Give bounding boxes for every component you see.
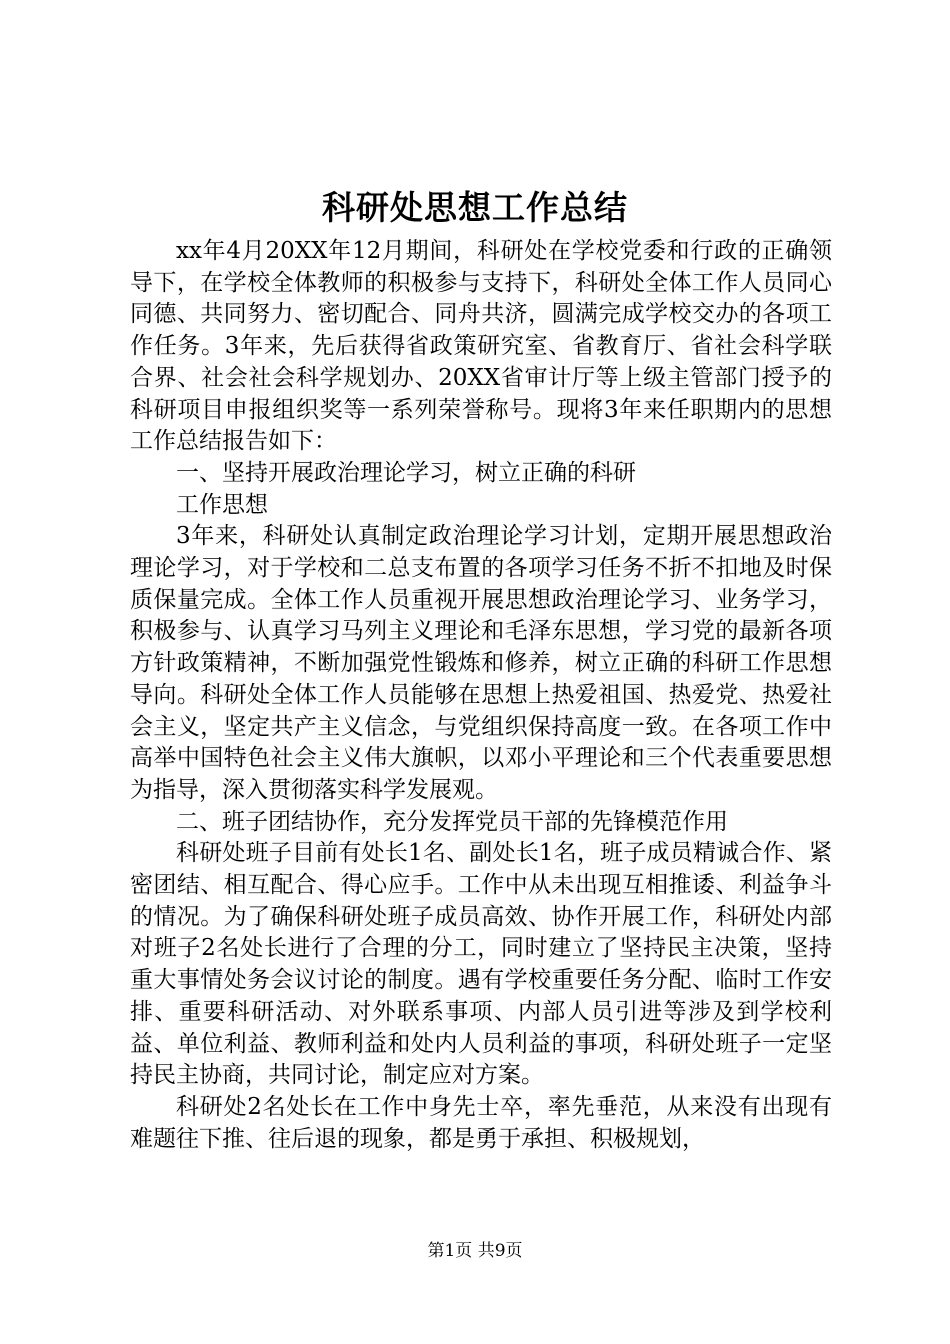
section-heading-2: 二、班子团结协作，充分发挥党员干部的先锋模范作用 bbox=[176, 808, 728, 835]
section-heading-1-continued: 工作思想 bbox=[176, 491, 268, 518]
section-heading-1: 一、坚持开展政治理论学习，树立正确的科研 bbox=[176, 459, 636, 486]
paragraph-section-2: 科研处班子目前有处长1名、副处长1名，班子成员精诚合作、紧密团结、相互配合、得心应手。工作中从未出现互相推诿、利益争斗的情况。为了确保科研处班子成员高效、协作开展工作，科研处内部对班子2名处长进行了合理的分工，同时建立了坚持民主决策，坚持重大事情处务会议讨论的制度。遇有学校重要任务分配、临时工作安排、重要科研活动、对外联系事项、内部人员引进等涉及到学校利益、单位利益、教师利益和处内人员利益的事项，科研处班子一定坚持民主协商，共同讨论，制定应对方案。 bbox=[130, 840, 832, 1089]
page-footer: 第1页 共9页 bbox=[427, 1241, 523, 1261]
paragraph-section-1: 3年来，科研处认真制定政治理论学习计划，定期开展思想政治理论学习，对于学校和二总支布置的各项学习任务不折不扣地及时保质保量完成。全体工作人员重视开展思想政治理论学习、业务学习，积极参与、认真学习马列主义理论和毛泽东思想，学习党的最新各项方针政策精神，不断加强党性锻炼和修养，树立正确的科研工作思想导向。科研处全体工作人员能够在思想上热爱祖国、热爱党、热爱社会主义，坚定共产主义信念，与党组织保持高度一致。在各项工作中高举中国特色社会主义伟大旗帜，以邓小平理论和三个代表重要思想为指导，深入贯彻落实科学发展观。 bbox=[130, 523, 832, 803]
document-title: 科研处思想工作总结 bbox=[322, 188, 628, 227]
paragraph-intro: xx年4月20XX年12月期间，科研处在学校党委和行政的正确领导下，在学校全体教师的积极参与支持下，科研处全体工作人员同心同德、共同努力、密切配合、同舟共济，圆满完成学校交办的各项工作任务。3年来，先后获得省政策研究室、省教育厅、省社会科学联合界、社会社会科学规划办、20XX省审计厅等上级主管部门授予的科研项目申报组织奖等一系列荣誉称号。现将3年来任职期内的思想工作总结报告如下： bbox=[130, 238, 832, 455]
document-body bbox=[130, 236, 832, 1155]
paragraph-section-2-continued: 科研处2名处长在工作中身先士卒，率先垂范，从来没有出现有难题往下推、往后退的现象，都是勇于承担、积极规划， bbox=[130, 1093, 832, 1152]
